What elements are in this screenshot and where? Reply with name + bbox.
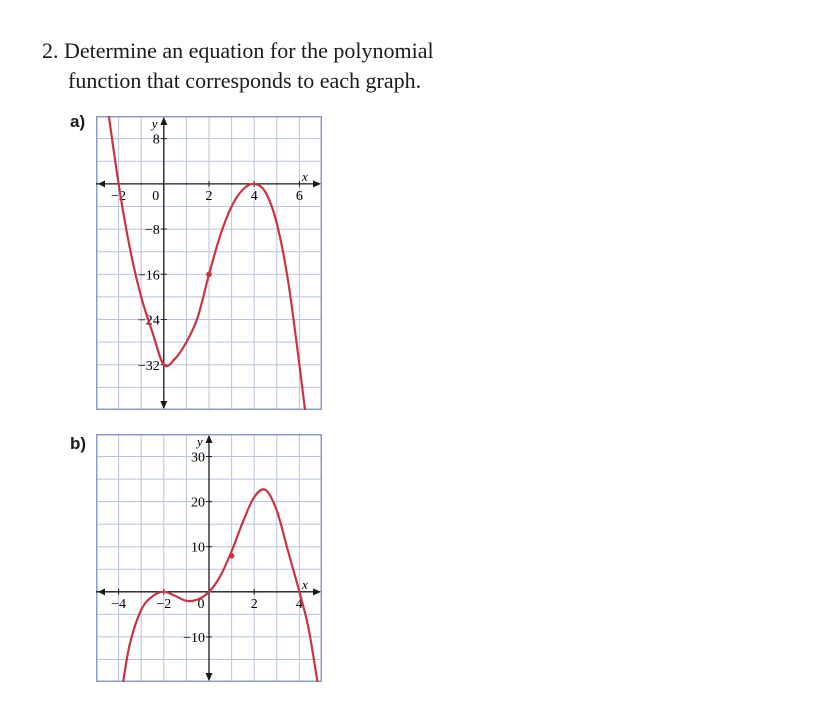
y-tick-label: −8 — [144, 223, 160, 239]
problem-statement — [42, 36, 434, 96]
y-tick-label: 8 — [152, 132, 160, 148]
y-tick-label: −24 — [137, 313, 160, 329]
y-axis-arrow-bottom — [160, 401, 167, 409]
y-axis-arrow — [206, 435, 213, 443]
y-tick-label: −32 — [137, 358, 160, 374]
y-axis-arrow-bottom — [206, 673, 213, 681]
y-tick-label: 20 — [191, 495, 205, 511]
x-tick-label: −2 — [156, 596, 172, 612]
y-tick-label: −16 — [137, 268, 160, 284]
x-axis-arrow — [313, 588, 321, 595]
marked-point — [206, 272, 212, 278]
polynomial-curve — [123, 489, 317, 682]
graph-b — [96, 434, 322, 682]
y-tick-label: 30 — [191, 450, 205, 466]
graph-a — [96, 116, 322, 410]
y-tick-label: −10 — [183, 630, 205, 646]
x-tick-label: −4 — [111, 596, 127, 612]
x-tick-label: 0 — [152, 188, 160, 204]
y-axis-label: y — [197, 434, 203, 449]
x-tick-label: 0 — [197, 596, 205, 612]
x-tick-label: 2 — [205, 188, 213, 204]
marked-point — [229, 553, 235, 559]
part-a-label: a) — [70, 112, 86, 131]
x-axis-arrow-left — [98, 588, 105, 595]
y-axis-label: y — [151, 116, 158, 131]
grid — [96, 116, 322, 410]
part-b-label: b) — [70, 434, 87, 453]
x-axis-label: x — [302, 168, 308, 184]
polynomial-curve — [105, 116, 305, 410]
x-tick-label: 4 — [295, 596, 303, 612]
x-axis-arrow — [313, 180, 321, 187]
x-tick-label: 6 — [295, 188, 303, 204]
problem-text-line1: Determine an equation for the polynomial — [64, 38, 434, 63]
problem-text-line2: function that corresponds to each graph. — [68, 68, 422, 93]
x-tick-label: −2 — [111, 188, 127, 204]
y-axis-arrow — [160, 117, 167, 125]
x-axis-arrow-left — [98, 180, 105, 187]
y-tick-label: 10 — [191, 540, 205, 556]
x-tick-label: 4 — [250, 188, 258, 204]
problem-number: 2. — [42, 38, 59, 63]
x-axis-label: x — [302, 576, 308, 592]
x-tick-label: 2 — [250, 596, 258, 612]
